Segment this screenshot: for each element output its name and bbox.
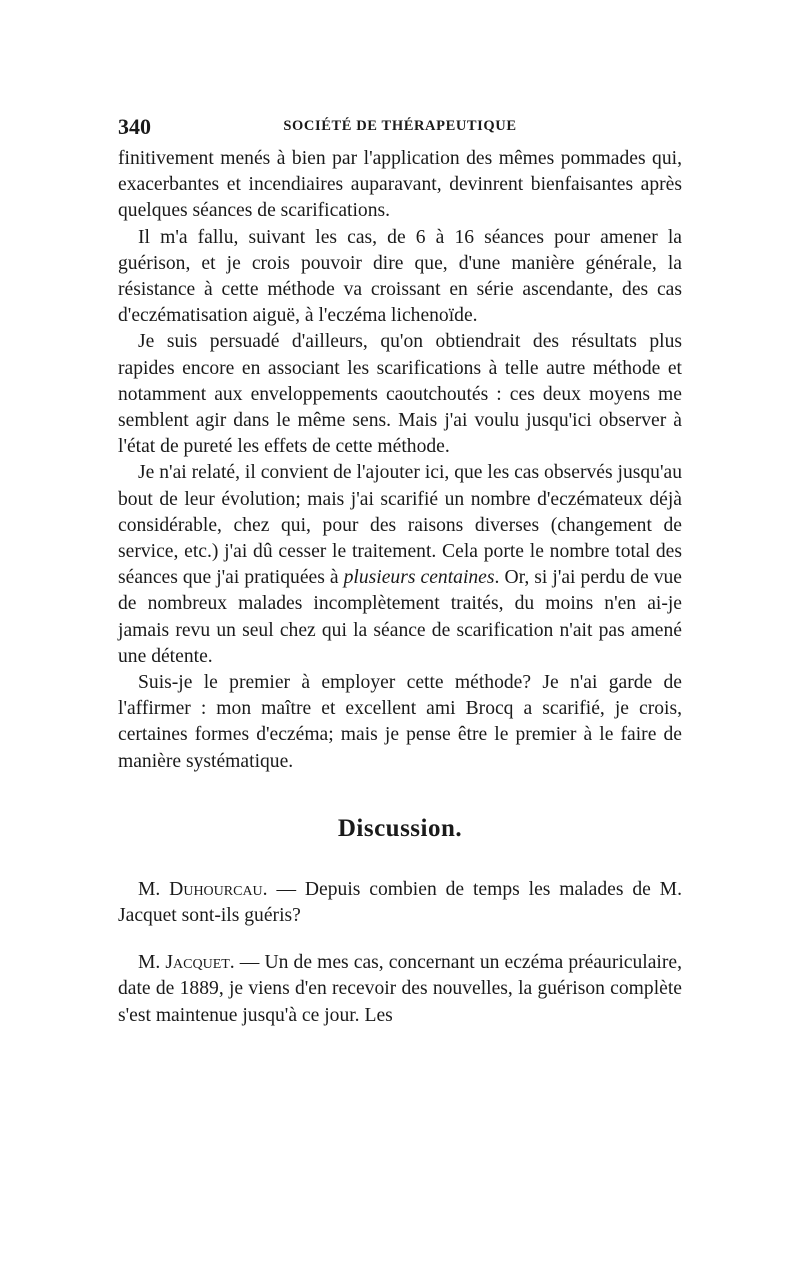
- book-page: [118, 112, 682, 1029]
- speaker-name: M. Duhourcau.: [138, 878, 268, 900]
- paragraph-continuation: finitivement menés à bien par l'application des mêmes pommades qui, exacerbantes et incendiaires auparavant, devinrent bienfaisantes après quelques séances de scarifications.: [118, 148, 682, 222]
- page-number: 340: [118, 114, 151, 139]
- discussion-entry: [118, 950, 682, 1029]
- discussion-heading: Discussion.: [337, 814, 463, 842]
- italic-emphasis: plusieurs centaines: [343, 567, 495, 589]
- running-head: [118, 112, 682, 146]
- running-title: SOCIÉTÉ DE THÉRAPEUTIQUE: [283, 118, 517, 134]
- body-text: [118, 146, 682, 775]
- paragraph-text: Je n'ai relaté, il convient de l'ajouter ici, que les cas observés jusqu'au bout de leur évolution; mais j'ai scarifié un nombre d'eczémateux déjà considérable, chez qui, pour des raisons diverses (changement de service, etc.) j'ai dû cesser le traitement. Cela porte le nombre total des séances que j'ai pratiquées à: [118, 462, 682, 589]
- speaker-remark: — Depuis combien de temps les malades de M. Jacquet sont-ils guéris?: [118, 878, 682, 927]
- speaker-remark: — Un de mes cas, concernant un eczéma préauriculaire, date de 1889, je viens d'en recevoir des nouvelles, la guérison complète s'est maintenue jusqu'à ce jour. Les: [118, 952, 683, 1026]
- paragraph: [118, 460, 682, 670]
- paragraph-text: . Or, si j'ai perdu de vue de nombreux malades incomplètement traités, du moins n'en ai-je jamais revu un seul chez qui la séance de scarification n'ait pas amené une détente.: [118, 567, 682, 667]
- paragraph: Il m'a fallu, suivant les cas, de 6 à 16 séances pour amener la guérison, et je crois pouvoir dire que, d'une manière générale, la résistance à cette méthode va croissant en série ascendante, des cas d'eczématisation aiguë, à l'eczéma lichenoïde.: [118, 226, 682, 327]
- paragraph: Suis-je le premier à employer cette méthode? Je n'ai garde de l'affirmer : mon maître et excellent ami Brocq a scarifié, je crois, certaines formes d'eczéma; mais je pense être le premier à le faire de manière systématique.: [118, 672, 682, 772]
- discussion-exchange: [118, 877, 682, 1029]
- speaker-name: M. Jacquet.: [138, 952, 235, 974]
- paragraph: Je suis persuadé d'ailleurs, qu'on obtiendrait des résultats plus rapides encore en associant les scarifications à telle autre méthode et notamment aux enveloppements caoutchoutés : ces deux moyens me semblent agir dans le même sens. Mais j'ai voulu jusqu'ici observer à l'état de pureté les effets de cette méthode.: [118, 331, 682, 458]
- discussion-entry: [118, 877, 682, 929]
